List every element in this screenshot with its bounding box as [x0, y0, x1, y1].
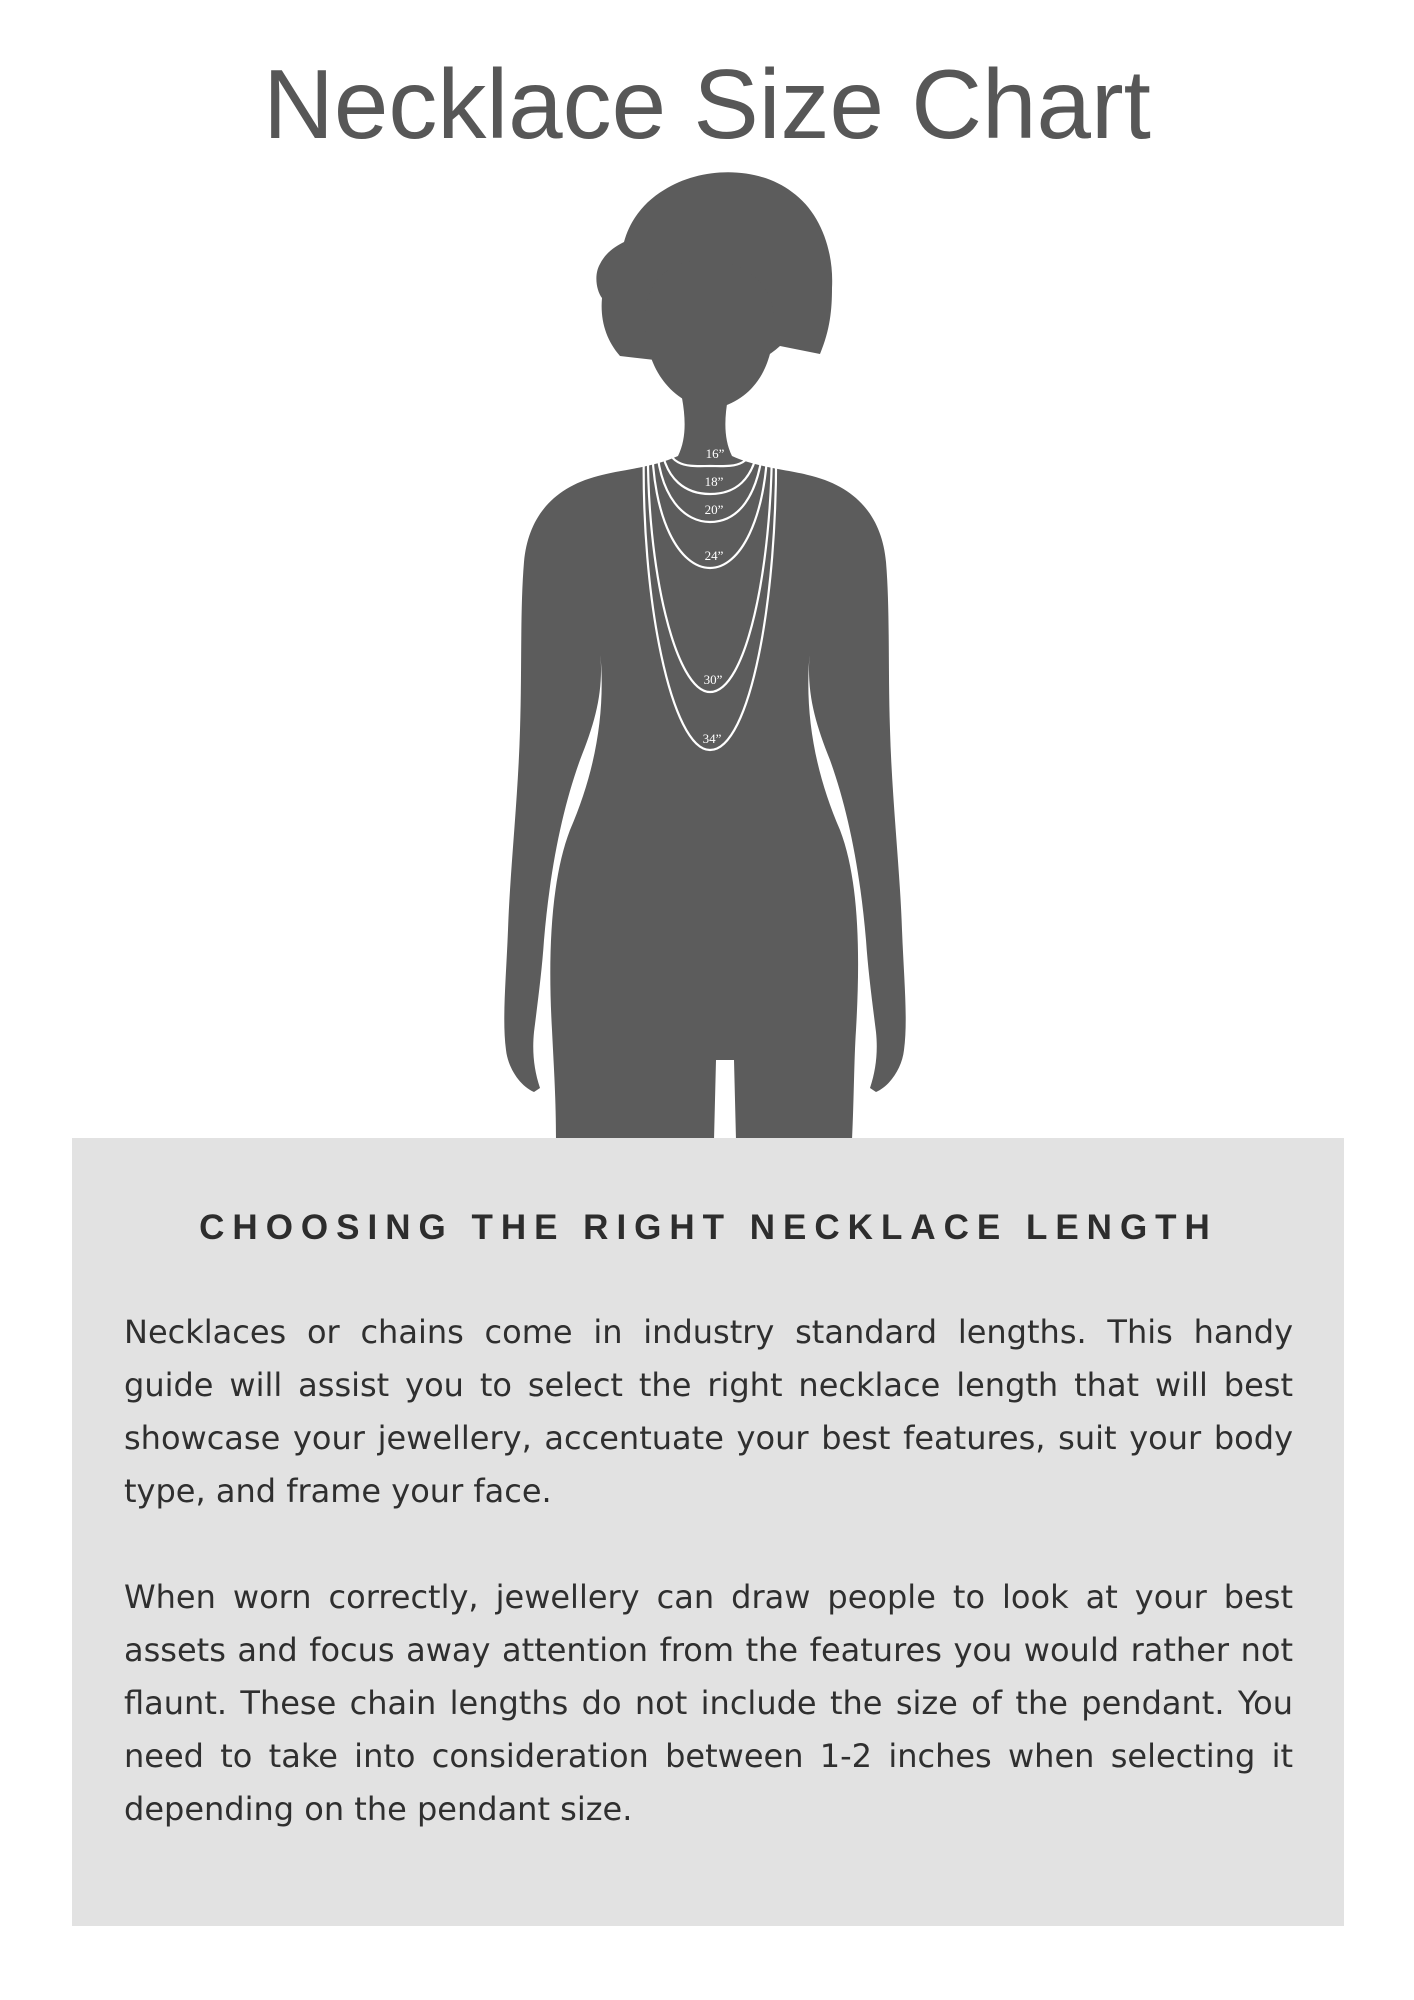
info-panel: [72, 1138, 1344, 1926]
necklace-label-18: 18”: [704, 474, 724, 489]
necklace-label-34: 34”: [702, 731, 722, 746]
info-paragraph-2: When worn correctly, jewellery can draw people to look at your best assets and focus away attention from the features you would rather not flaunt. These chain lengths do not include the size of the pendant. You need to take into consideration between 1-2 inches when selecting it depending on the pendant size.: [124, 1578, 1293, 1828]
page-title: Necklace Size Chart: [263, 49, 1151, 159]
silhouette-svg: [440, 170, 960, 1140]
necklace-label-30: 30”: [703, 672, 723, 687]
necklace-label-24: 24”: [704, 548, 724, 563]
info-paragraph-1: Necklaces or chains come in industry standard lengths. This handy guide will assist you to select the right necklace length that will best showcase your jewellery, accentuate your best features, suit your body type, and frame your face.: [124, 1313, 1293, 1510]
necklace-label-20: 20”: [704, 502, 724, 517]
info-heading: CHOOSING THE RIGHT NECKLACE LENGTH: [199, 1208, 1218, 1247]
necklace-label-16: 16”: [705, 446, 725, 461]
woman-silhouette-figure: [440, 170, 960, 1140]
face-shape: [645, 260, 774, 410]
